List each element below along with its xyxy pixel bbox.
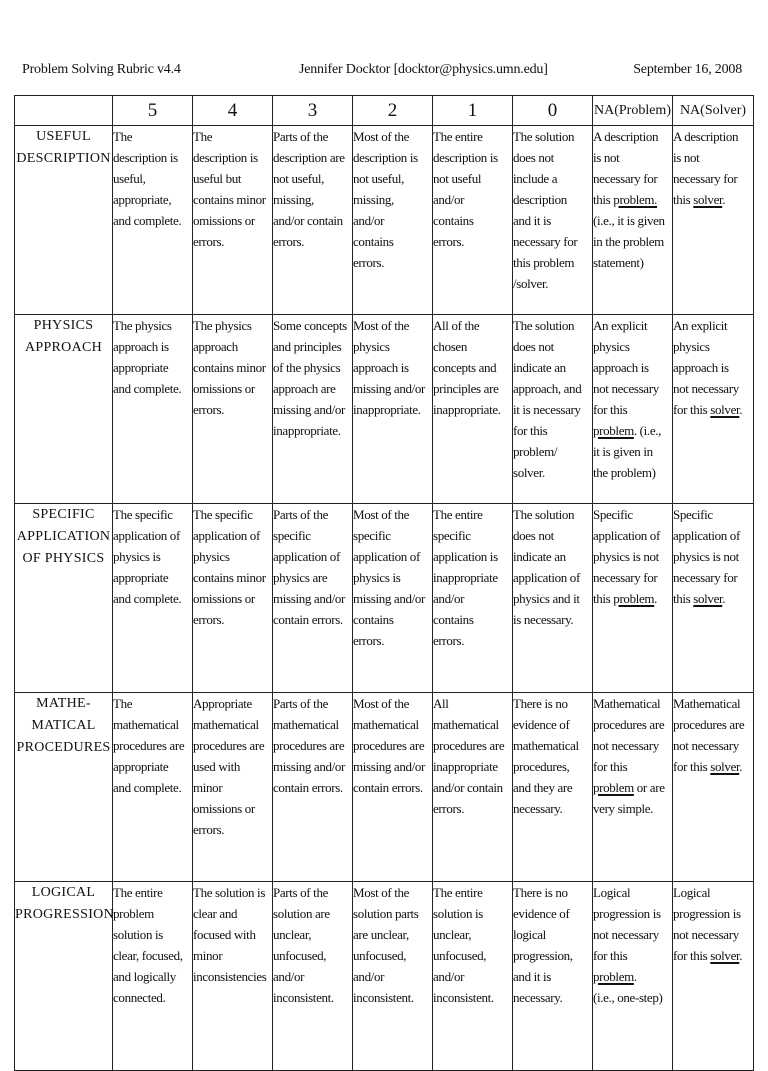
score-header: NA(Problem) [593, 96, 673, 126]
rubric-cell: There is no evidence of logical progression, and it is necessary. [513, 882, 593, 1071]
score-header: 3 [273, 96, 353, 126]
rubric-cell: Most of the description is not useful, missing, and/or contains errors. [353, 126, 433, 315]
rubric-cell: The solution does not indicate an approach, and it is necessary for this problem/ solver. [513, 315, 593, 504]
rubric-cell: Some concepts and principles of the physics approach are missing and/or inappropriate. [273, 315, 353, 504]
underlined-word: problem [593, 780, 634, 795]
rubric-row-logical-progression [15, 882, 754, 1071]
rubric-version: Problem Solving Rubric v4.4 [22, 62, 181, 77]
rubric-cell: The solution does not include a description and it is necessary for this problem /solver. [513, 126, 593, 315]
rubric-cell: The specific application of physics is appropriate and complete. [113, 504, 193, 693]
cell-text: Specific application of physics is not necessary for this [593, 507, 660, 606]
rubric-cell: All mathematical procedures are inappropriate and/or contain errors. [433, 693, 513, 882]
rubric-row-physics-approach [15, 315, 754, 504]
rubric-cell: Appropriate mathematical procedures are used with minor omissions or errors. [193, 693, 273, 882]
rubric-cell: The solution is clear and focused with minor inconsistencies [193, 882, 273, 1071]
rubric-cell-na-solver [673, 504, 754, 693]
rubric-row-specific-application [15, 504, 754, 693]
rubric-cell: The entire problem solution is clear, focused, and logically connected. [113, 882, 193, 1071]
rubric-cell: Parts of the specific application of physics are missing and/or contain errors. [273, 504, 353, 693]
underlined-word: problem. [613, 192, 658, 207]
cell-text: (i.e., it is given in the problem statement) [593, 213, 665, 270]
underlined-word: problem [613, 591, 655, 606]
score-header-row [15, 96, 754, 126]
underlined-word: problem [593, 423, 634, 438]
rubric-cell: The entire solution is unclear, unfocused, and/or inconsistent. [433, 882, 513, 1071]
cell-text: . [722, 591, 726, 606]
category-label: SPECIFIC APPLICATION OF PHYSICS [15, 504, 113, 693]
rubric-row-mathematical-procedures [15, 693, 754, 882]
cell-text: Logical progression is not necessary for this [593, 885, 661, 963]
category-label: USEFUL DESCRIPTION [15, 126, 113, 315]
rubric-cell-na-solver [673, 126, 754, 315]
rubric-cell-na-solver [673, 882, 754, 1071]
document-date: September 16, 2008 [633, 62, 742, 77]
rubric-cell: Most of the specific application of physics is missing and/or contains errors. [353, 504, 433, 693]
cell-text: . [654, 591, 658, 606]
cell-text: Logical progression is not necessary for this [673, 885, 741, 963]
rubric-cell: Parts of the mathematical procedures are missing and/or contain errors. [273, 693, 353, 882]
score-header: 5 [113, 96, 193, 126]
cell-text: Mathematical procedures are not necessary for this [593, 696, 665, 774]
rubric-cell-na-problem [593, 693, 673, 882]
rubric-cell: All of the chosen concepts and principles are inappropriate. [433, 315, 513, 504]
underlined-word: solver [693, 192, 723, 207]
underlined-word: solver [710, 759, 740, 774]
document-header [22, 62, 742, 82]
cell-text: Specific application of physics is not necessary for this [673, 507, 740, 606]
rubric-cell: The physics approach is appropriate and complete. [113, 315, 193, 504]
rubric-cell-na-problem [593, 882, 673, 1071]
rubric-cell-na-solver [673, 693, 754, 882]
rubric-cell: The mathematical procedures are appropriate and complete. [113, 693, 193, 882]
cell-text: . [739, 948, 743, 963]
score-header: 4 [193, 96, 273, 126]
underlined-word: solver [710, 402, 740, 417]
cell-text: Mathematical procedures are not necessary for this [673, 696, 745, 774]
rubric-cell-na-problem [593, 315, 673, 504]
rubric-cell-na-solver [673, 315, 754, 504]
rubric-cell: The specific application of physics contains minor omissions or errors. [193, 504, 273, 693]
rubric-cell: The solution does not indicate an application of physics and it is necessary. [513, 504, 593, 693]
cell-text: A description is not necessary for this [673, 129, 739, 207]
header-corner [15, 96, 113, 126]
rubric-cell: The entire description is not useful and/or contains errors. [433, 126, 513, 315]
rubric-cell-na-problem [593, 126, 673, 315]
cell-text: . [739, 402, 743, 417]
cell-text: . (i.e., one-step) [593, 969, 663, 1005]
rubric-cell: The description is useful, appropriate, and complete. [113, 126, 193, 315]
cell-text: An explicit physics approach is not necessary for this [593, 318, 659, 417]
cell-text: . [739, 759, 743, 774]
rubric-cell: Most of the mathematical procedures are missing and/or contain errors. [353, 693, 433, 882]
score-header: 1 [433, 96, 513, 126]
category-label: LOGICAL PROGRESSION [15, 882, 113, 1071]
rubric-cell: Most of the physics approach is missing and/or inappropriate. [353, 315, 433, 504]
cell-text: . [722, 192, 726, 207]
cell-text: A description is not necessary for this [593, 129, 659, 207]
rubric-table [14, 95, 754, 1071]
score-header: NA(Solver) [673, 96, 754, 126]
rubric-cell: The entire specific application is inappropriate and/or contains errors. [433, 504, 513, 693]
cell-text: or are very simple. [593, 780, 665, 816]
cell-text: An explicit physics approach is not necessary for this [673, 318, 739, 417]
rubric-cell: There is no evidence of mathematical procedures, and they are necessary. [513, 693, 593, 882]
cell-text: . (i.e., it is given in the problem) [593, 423, 662, 480]
rubric-cell: Parts of the description are not useful, missing, and/or contain errors. [273, 126, 353, 315]
underlined-word: problem [593, 969, 634, 984]
category-label: MATHE- MATICAL PROCEDURES [15, 693, 113, 882]
score-header: 2 [353, 96, 433, 126]
rubric-row-useful-description [15, 126, 754, 315]
score-header: 0 [513, 96, 593, 126]
rubric-cell: The description is useful but contains minor omissions or errors. [193, 126, 273, 315]
author-contact: Jennifer Docktor [docktor@physics.umn.edu] [299, 62, 548, 77]
rubric-cell: Parts of the solution are unclear, unfocused, and/or inconsistent. [273, 882, 353, 1071]
category-label: PHYSICS APPROACH [15, 315, 113, 504]
rubric-cell: The physics approach contains minor omissions or errors. [193, 315, 273, 504]
underlined-word: solver [710, 948, 740, 963]
rubric-cell: Most of the solution parts are unclear, unfocused, and/or inconsistent. [353, 882, 433, 1071]
underlined-word: solver [693, 591, 723, 606]
rubric-cell-na-problem [593, 504, 673, 693]
